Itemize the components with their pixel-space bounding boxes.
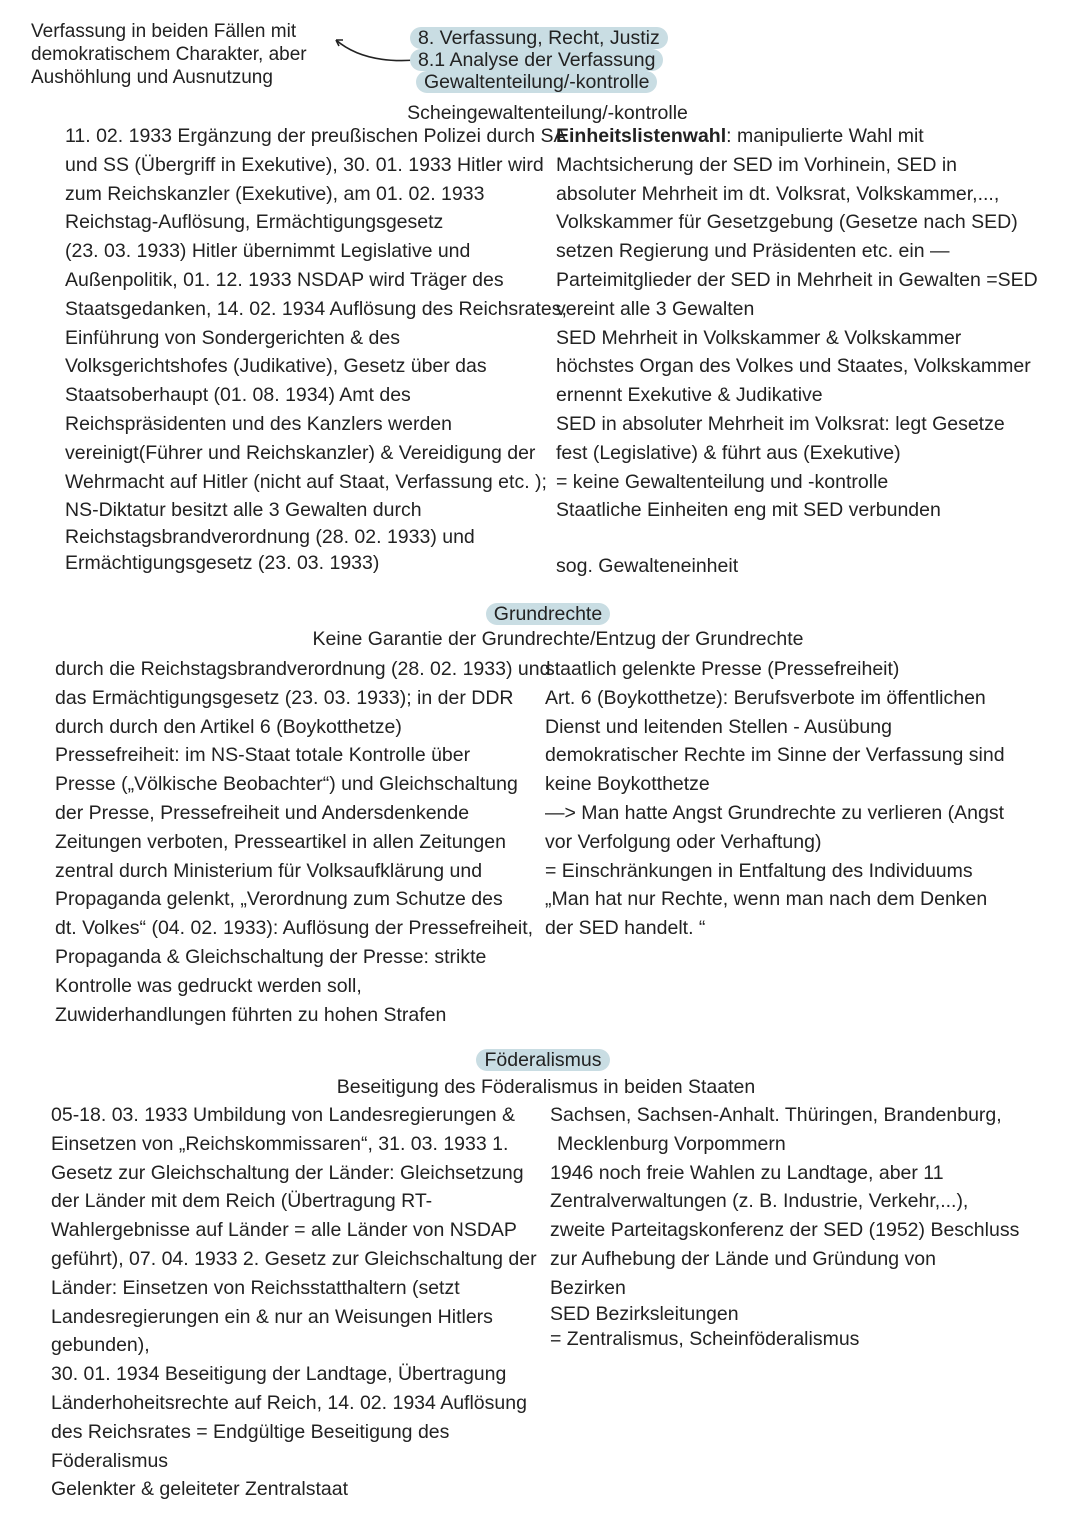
grundrechte-ns-column (55, 655, 551, 1029)
keyword-einheitslistenwahl: Einheitslistenwahl (556, 125, 727, 147)
arrow-icon (334, 34, 418, 68)
text-line: SED Bezirksleitungen (550, 1302, 739, 1325)
text-line: Gesetz zur Gleichschaltung der Länder: Gleichsetzung (51, 1161, 524, 1184)
text-line: Länderhoheitsrechte auf Reich, 14. 02. 1934 Auflösung (51, 1391, 527, 1414)
text-line: zum Reichskanzler (Exekutive), am 01. 02. 1933 (65, 182, 485, 205)
text-line: (23. 03. 1933) Hitler übernimmt Legislative und (65, 240, 471, 263)
text-line: zentral durch Ministerium für Volksaufklärung und (55, 859, 483, 882)
text-line: sog. Gewalteneinheit (556, 555, 739, 578)
text-line: vereinigt(Führer und Reichskanzler) & Vereidigung der (65, 441, 536, 464)
side-note-line: Aushöhlung und Ausnutzung (31, 67, 273, 88)
text-line: vereint alle 3 Gewalten (556, 297, 755, 320)
text-line: SED in absoluter Mehrheit im Volksrat: legt Gesetze (556, 412, 1005, 435)
text-line: gebunden), (51, 1334, 150, 1357)
text-line: durch durch den Artikel 6 (Boykotthetze) (55, 715, 402, 738)
text-line: Pressefreiheit: im NS-Staat totale Kontrolle über (55, 744, 471, 767)
text-line: Mecklenburg Vorpommern (557, 1132, 786, 1155)
gewaltenteilung-ddr-column (556, 122, 1056, 581)
text-line: Bezirken (550, 1276, 626, 1299)
text-line: des Reichsrates = Endgültige Beseitigung des (51, 1420, 450, 1443)
text-line: ernennt Exekutive & Judikative (556, 384, 823, 407)
text-line: der Presse, Pressefreiheit und Andersdenkende (55, 801, 470, 824)
section-subtitle: Scheingewaltenteilung/-kontrolle (407, 102, 688, 124)
text-line: Sachsen, Sachsen-Anhalt. Thüringen, Brandenburg, (550, 1104, 1002, 1126)
chapter-heading: 8. Verfassung, Recht, Justiz (410, 27, 668, 49)
text-line: Außenpolitik, 01. 12. 1933 NSDAP wird Träger des (65, 268, 504, 291)
text-line: Machtsicherung der SED im Vorhinein, SED in (556, 153, 958, 176)
text-line: Zuwiderhandlungen führten zu hohen Strafen (55, 1003, 447, 1026)
text-line: = Einschränkungen in Entfaltung des Individuums (545, 859, 973, 882)
text-line: höchstes Organ des Volkes und Staates, Volkskammer (556, 355, 1031, 378)
text-line: Art. 6 (Boykotthetze): Berufsverbote im öffentlichen (545, 686, 986, 709)
text-line: Parteimitglieder der SED in Mehrheit in Gewalten =SED (556, 268, 1038, 291)
text-line: Gelenkter & geleiteter Zentralstaat (51, 1478, 348, 1501)
text-line: zur Aufhebung der Lände und Gründung von (550, 1247, 936, 1270)
text-line: Staatsoberhaupt (01. 08. 1934) Amt des (65, 384, 411, 407)
foederalismus-title: Föderalismus (0, 1049, 1080, 1071)
text-line: 05-18. 03. 1933 Umbildung von Landesregierungen & (51, 1104, 516, 1126)
text-line: demokratischer Rechte im Sinne der Verfassung sind (545, 744, 1005, 767)
text-line: absoluter Mehrheit im dt. Volksrat, Volkskammer,..., (556, 182, 1000, 205)
text-line: SED Mehrheit in Volkskammer & Volkskammer (556, 326, 962, 349)
text-line: Staatsgedanken, 14. 02. 1934 Auflösung des Reichsrates, (65, 297, 567, 320)
text-line: vor Verfolgung oder Verhaftung) (545, 830, 822, 853)
text-line: Zeitungen verboten, Presseartikel in allen Zeitungen (55, 830, 506, 853)
text-line: Reichstag-Auflösung, Ermächtigungsgesetz (65, 211, 444, 234)
text-line: —> Man hatte Angst Grundrechte zu verlieren (Angst (545, 801, 1005, 824)
text-line: Volksgerichtshofes (Judikative), Gesetz über das (65, 355, 487, 378)
foederalismus-ddr-column (550, 1101, 1055, 1353)
text-line: Einführung von Sondergerichten & des (65, 326, 400, 349)
text-line: Einheitslistenwahl: manipulierte Wahl mit (556, 125, 924, 147)
text-line: dt. Volkes“ (04. 02. 1933): Auflösung der Pressefreiheit, (55, 917, 534, 940)
text-line: Volkskammer für Gesetzgebung (Gesetze nach SED) (556, 211, 1018, 234)
text-line: 11. 02. 1933 Ergänzung der preußischen Polizei durch SA (65, 125, 567, 147)
grundrechte-ddr-column (545, 655, 1055, 943)
text-line: der Länder mit dem Reich (Übertragung RT- (51, 1190, 433, 1213)
text-line: und SS (Übergriff in Exekutive), 30. 01. 1933 Hitler wird (65, 153, 544, 176)
side-note-line: demokratischem Charakter, aber (31, 44, 307, 65)
text-line: Reichstagsbrandverordnung (28. 02. 1933) und (65, 526, 475, 549)
text-line: Einsetzen von „Reichskommissaren“, 31. 03. 1933 1. (51, 1132, 509, 1155)
foederalismus-subtitle: Beseitigung des Föderalismus in beiden Staaten (336, 1076, 756, 1098)
text-line: Kontrolle was gedruckt werden soll, (55, 974, 362, 997)
text-line: geführt), 07. 04. 1933 2. Gesetz zur Gleichschaltung der (51, 1247, 537, 1270)
text-line: Wehrmacht auf Hitler (nicht auf Staat, Verfassung etc. ); (65, 470, 547, 493)
text-line: Länder: Einsetzen von Reichsstatthaltern (setzt (51, 1276, 460, 1299)
text-line: Reichspräsidenten und des Kanzlers werden (65, 412, 452, 435)
text-line: Zentralverwaltungen (z. B. Industrie, Verkehr,...), (550, 1190, 969, 1213)
subchapter-heading: 8.1 Analyse der Verfassung (410, 49, 663, 71)
text-line: fest (Legislative) & führt aus (Exekutive) (556, 441, 901, 464)
text-line: Dienst und leitenden Stellen - Ausübung (545, 715, 892, 738)
text-line: „Man hat nur Rechte, wenn man nach dem Denken (545, 888, 988, 911)
text-line: NS-Diktatur besitzt alle 3 Gewalten durch (65, 499, 422, 522)
text-line: staatlich gelenkte Presse (Pressefreiheit) (545, 658, 900, 680)
text-line: zweite Parteitagskonferenz der SED (1952) Beschluss (550, 1219, 1020, 1242)
side-note (31, 20, 341, 89)
text-line: setzen Regierung und Präsidenten etc. ein — (556, 240, 950, 263)
text-line: 1946 noch freie Wahlen zu Landtage, aber 11 (550, 1161, 944, 1184)
text-line: das Ermächtigungsgesetz (23. 03. 1933); in der DDR (55, 686, 514, 709)
text-line: durch die Reichstagsbrandverordnung (28. 02. 1933) und (55, 658, 551, 680)
foederalismus-ns-column (51, 1101, 536, 1504)
grundrechte-title: Grundrechte (0, 603, 1080, 625)
text-line: Wahlergebnisse auf Länder = alle Länder von NSDAP (51, 1219, 517, 1242)
topic-heading: Gewaltenteilung/-kontrolle (416, 71, 657, 93)
text-line: Ermächtigungsgesetz (23. 03. 1933) (65, 552, 380, 575)
grundrechte-subtitle: Keine Garantie der Grundrechte/Entzug der Grundrechte (312, 628, 804, 650)
text-line: = Zentralismus, Scheinföderalismus (550, 1327, 860, 1350)
text-line: Propaganda & Gleichschaltung der Presse: strikte (55, 945, 487, 968)
text-line: keine Boykotthetze (545, 773, 710, 796)
text-line: 30. 01. 1934 Beseitigung der Landtage, Übertragung (51, 1363, 507, 1386)
text-line: Staatliche Einheiten eng mit SED verbunden (556, 499, 941, 522)
gewaltenteilung-ns-column (65, 122, 567, 578)
text-line: der SED handelt. “ (545, 917, 706, 940)
text-line: Landesregierungen ein & nur an Weisungen Hitlers (51, 1305, 493, 1328)
text-line: Föderalismus (51, 1449, 169, 1472)
text-line: Propaganda gelenkt, „Verordnung zum Schutze des (55, 888, 503, 911)
side-note-line: Verfassung in beiden Fällen mit (31, 21, 297, 42)
text-line: = keine Gewaltenteilung und -kontrolle (556, 470, 889, 493)
text-line: Presse („Völkische Beobachter“) und Gleichschaltung (55, 773, 518, 796)
